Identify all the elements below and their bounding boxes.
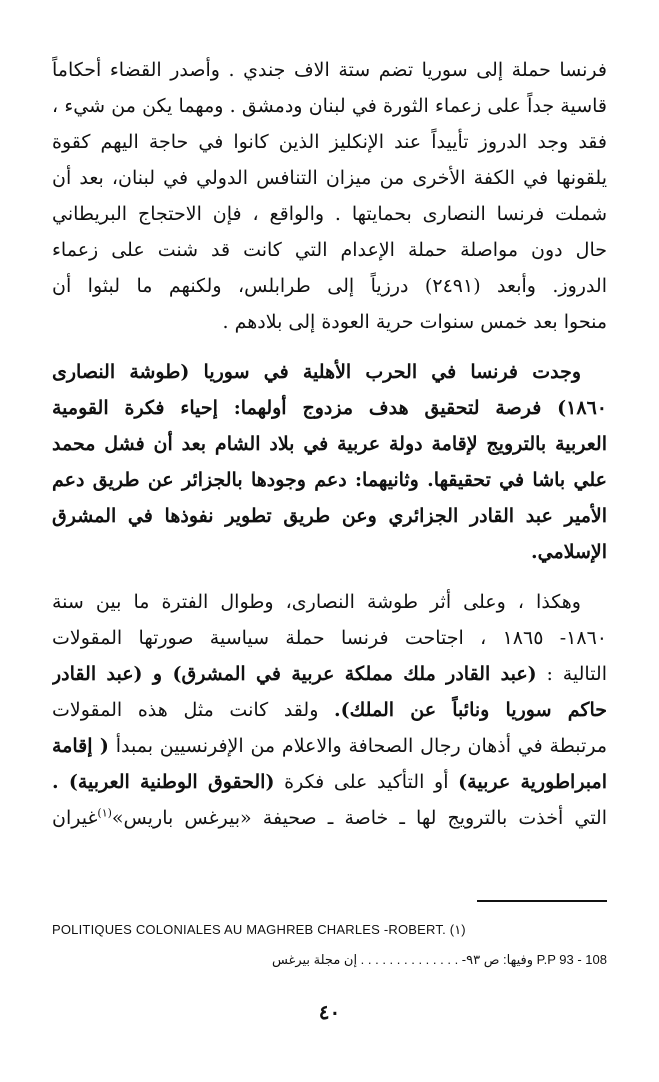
paragraph-line: شملت فرنسا النصارى بحمايتها . والواقع ، فإن الاحتجاج البريطاني [52, 203, 607, 225]
paragraph-line: قاسية جداً على زعماء الثورة في لبنان ودمشق . ومهما يكن من شيء ، [52, 95, 607, 117]
paragraph-line [52, 764, 607, 800]
bold-quote: حاكم سوريا ونائباً عن الملك). [334, 699, 607, 721]
paragraph-line: حال دون مواصلة حملة الإعدام التي كانت قد شنت على زعماء [52, 239, 607, 261]
text-run: ولقد كانت مثل هذه المقولات [52, 699, 319, 721]
paragraph-3 [52, 584, 607, 836]
text-run: التي أخذت بالترويج لها ـ خاصة ـ صحيفة «بيرغس باريس» [111, 807, 607, 829]
paragraph-line: الدروز. وأبعد (٢٤٩١) درزياً إلى طرابلس، ولكنهم ما لبثوا أن [52, 275, 607, 297]
paragraph-line: علي باشا في تحقيقها. وثانيهما: دعم وجودها بالجزائر عن طريق دعم [52, 469, 607, 491]
paragraph-line: وجدت فرنسا في الحرب الأهلية في سوريا (طوشة النصارى [52, 361, 581, 383]
paragraph-line: العربية بالترويج لإقامة دولة عربية في بلاد الشام بعد أن فشل محمد [52, 433, 607, 455]
bold-quote: (عبد القادر ملك مملكة عربية في المشرق) و (عبد القادر [52, 663, 537, 685]
footnotes [52, 918, 607, 972]
paragraph-1 [52, 52, 607, 340]
paragraph-line: يلقونها في الكفة الأخرى من ميزان التنافس الدولي في لبنان، بعد أن [52, 167, 607, 189]
paragraph-line: فقد وجد الدروز تأييداً عند الإنكليز الذين كانوا في حاجة اليهم كقوة [52, 131, 607, 153]
paragraph-line: ١٨٦٠) فرصة لتحقيق هدف مزدوج أولهما: إحياء فكرة القومية [52, 397, 607, 419]
paragraph-line [52, 656, 607, 692]
text-run: التالية : [546, 663, 607, 685]
paragraph-line [52, 728, 607, 764]
paragraph-line [52, 800, 607, 836]
bold-quote: امبراطورية عربية) [458, 771, 607, 793]
paragraph-line: الأمير عبد القادر الجزائري وعن طريق تطوير نفوذها في المشرق [52, 505, 607, 527]
paragraph-line: منحوا بعد خمس سنوات حرية العودة إلى بلادهم . [222, 311, 607, 333]
bold-quote: ( إقامة [52, 735, 109, 757]
paragraph-line [52, 692, 607, 728]
text-run: مرتبطة في أذهان رجال الصحافة والاعلام من الإفرنسيين بمبدأ [115, 735, 607, 757]
text-run: أو التأكيد على فكرة [284, 771, 449, 793]
paragraph-line: وهكذا ، وعلى أثر طوشة النصارى، وطوال الفترة ما بين سنة [52, 591, 581, 613]
page-number: ٤٠ [318, 1000, 341, 1024]
footnote-latin: POLITIQUES COLONIALES AU MAGHREB CHARLES -ROBERT. (١) [52, 922, 466, 937]
footnote-marker[interactable]: (١) [97, 806, 112, 820]
paragraph-line: فرنسا حملة إلى سوريا تضم ستة الاف جندي . وأصدر القضاء أحكاماً [52, 59, 607, 81]
text-run: غيران [52, 807, 98, 829]
paragraph-line: ١٨٦٠- ١٨٦٥ ، اجتاحت فرنسا حملة سياسية صورتها المقولات [52, 627, 607, 649]
paragraph-line: الإسلامي. [531, 541, 607, 563]
footnote-arabic: P.P 93 - 108 وفيها: ص ٩٣- . . . . . . . . . . . . . . إن مجلة بيرغس [271, 952, 607, 967]
bold-quote: (الحقوق الوطنية العربية) . [52, 771, 275, 793]
paragraph-2-bold [52, 354, 607, 570]
footnote-separator [477, 900, 607, 902]
document-body [52, 52, 607, 836]
